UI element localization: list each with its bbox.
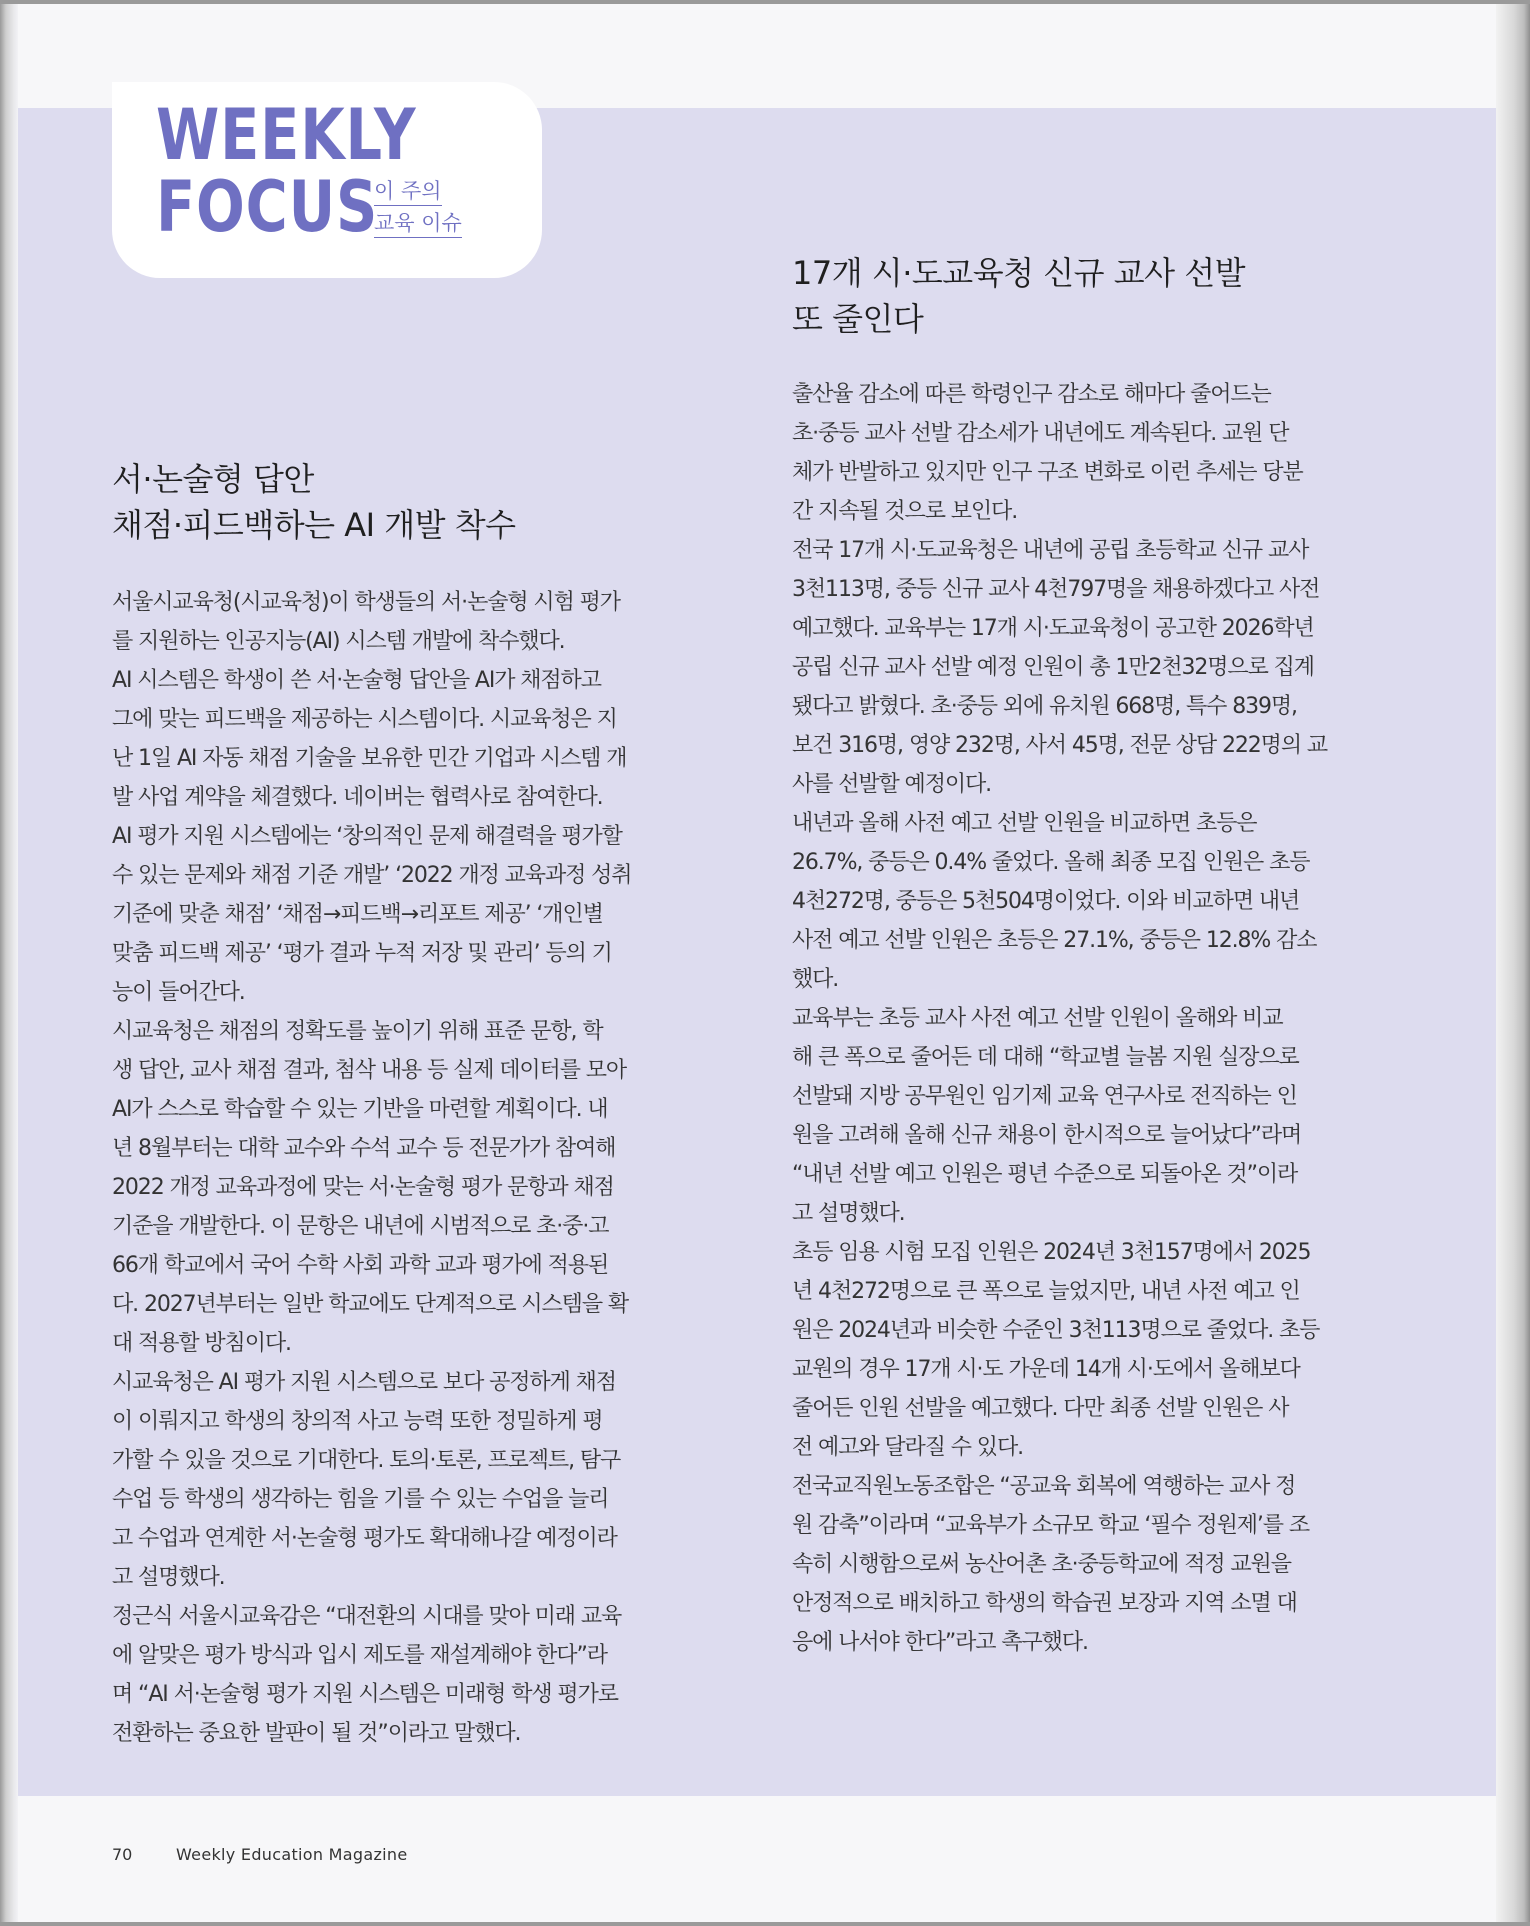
paragraph-line: 했다. <box>792 967 839 992</box>
paragraph-line: 4천272명, 중등은 5천504명이었다. 이와 비교하면 내년 <box>792 889 1300 914</box>
paragraph-line: 선발돼 지방 공무원인 임기제 교육 연구사로 전직하는 인 <box>792 1084 1297 1109</box>
paragraph-line: 를 지원하는 인공지능(AI) 시스템 개발에 착수했다. <box>112 629 565 654</box>
paragraph-line: 사를 선발할 예정이다. <box>792 772 992 797</box>
paragraph-line: 26.7%, 중등은 0.4% 줄었다. 올해 최종 모집 인원은 초등 <box>792 850 1310 875</box>
page-number: 70 <box>112 1845 133 1864</box>
paragraph-line: 됐다고 밝혔다. 초·중등 외에 유치원 668명, 특수 839명, <box>792 694 1297 719</box>
paragraph-line: 66개 학교에서 국어 수학 사회 과학 교과 평가에 적용된 <box>112 1253 609 1278</box>
paragraph-line: 원을 고려해 올해 신규 채용이 한시적으로 늘어났다”라며 <box>792 1123 1302 1148</box>
right-article-headline <box>792 250 1392 342</box>
paragraph-line: 교원의 경우 17개 시·도 가운데 14개 시·도에서 올해보다 <box>792 1357 1300 1382</box>
article-paragraph <box>112 661 688 817</box>
headline-line: 서·논술형 답안 <box>112 460 314 498</box>
binding-shadow <box>0 0 18 1926</box>
paragraph-line: 예고했다. 교육부는 17개 시·도교육청이 공고한 2026학년 <box>792 616 1314 641</box>
paragraph-line: 체가 반발하고 있지만 인구 구조 변화로 이런 추세는 당분 <box>792 460 1303 485</box>
paragraph-line: 교육부는 초등 교사 사전 예고 선발 인원이 올해와 비교 <box>792 1006 1283 1031</box>
paragraph-line: 출산율 감소에 따른 학령인구 감소로 해마다 줄어드는 <box>792 382 1271 407</box>
paragraph-line: “내년 선발 예고 인원은 평년 수준으로 되돌아온 것”이라 <box>792 1162 1298 1187</box>
article-paragraph <box>792 999 1368 1233</box>
headline-line: 17개 시·도교육청 신규 교사 선발 <box>792 254 1246 292</box>
paragraph-line: 시교육청은 AI 평가 지원 시스템으로 보다 공정하게 채점 <box>112 1370 616 1395</box>
paragraph-line: 보건 316명, 영양 232명, 사서 45명, 전문 상담 222명의 교 <box>792 733 1328 758</box>
paragraph-line: 다. 2027년부터는 일반 학교에도 단계적으로 시스템을 확 <box>112 1292 629 1317</box>
paragraph-line: 고 수업과 연계한 서·논술형 평가도 확대해나갈 예정이라 <box>112 1526 617 1551</box>
article-paragraph <box>792 1467 1368 1662</box>
paragraph-line: 이 이뤄지고 학생의 창의적 사고 능력 또한 정밀하게 평 <box>112 1409 603 1434</box>
paragraph-line: 고 설명했다. <box>792 1201 905 1226</box>
paragraph-line: 서울시교육청(시교육청)이 학생들의 서·논술형 시험 평가 <box>112 590 620 615</box>
article-paragraph <box>112 1363 688 1597</box>
article-paragraph <box>112 1597 688 1753</box>
paragraph-line: 대 적용할 방침이다. <box>112 1331 291 1356</box>
paragraph-line: AI 평가 지원 시스템에는 ‘창의적인 문제 해결력을 평가할 <box>112 824 622 849</box>
paragraph-line: 간 지속될 것으로 보인다. <box>792 499 1018 524</box>
paragraph-line: 수업 등 학생의 생각하는 힘을 기를 수 있는 수업을 늘리 <box>112 1487 609 1512</box>
magazine-name: Weekly Education Magazine <box>176 1845 408 1864</box>
brand-weekly: WEEKLY <box>156 94 417 176</box>
paragraph-line: 응에 나서야 한다”라고 촉구했다. <box>792 1630 1088 1655</box>
paragraph-line: 전국교직원노동조합은 “공교육 회복에 역행하는 교사 정 <box>792 1474 1296 1499</box>
paragraph-line: AI가 스스로 학습할 수 있는 기반을 마련할 계획이다. 내 <box>112 1097 608 1122</box>
paragraph-line: 능이 들어간다. <box>112 980 245 1005</box>
paragraph-line: 2022 개정 교육과정에 맞는 서·논술형 평가 문항과 채점 <box>112 1175 614 1200</box>
paragraph-line: 며 “AI 서·논술형 평가 지원 시스템은 미래형 학생 평가로 <box>112 1682 618 1707</box>
paragraph-line: 에 알맞은 평가 방식과 입시 제도를 재설계해야 한다”라 <box>112 1643 607 1668</box>
paragraph-line: 맞춤 피드백 제공’ ‘평가 결과 누적 저장 및 관리’ 등의 기 <box>112 941 612 966</box>
paragraph-line: 안정적으로 배치하고 학생의 학습권 보장과 지역 소멸 대 <box>792 1591 1297 1616</box>
paragraph-line: 시교육청은 채점의 정확도를 높이기 위해 표준 문항, 학 <box>112 1019 603 1044</box>
paragraph-line: 그에 맞는 피드백을 제공하는 시스템이다. 시교육청은 지 <box>112 707 617 732</box>
paragraph-line: 3천113명, 중등 신규 교사 4천797명을 채용하겠다고 사전 <box>792 577 1320 602</box>
article-paragraph <box>792 804 1368 999</box>
headline-line: 채점·피드백하는 AI 개발 착수 <box>112 506 516 544</box>
paragraph-line: 전환하는 중요한 발판이 될 것”이라고 말했다. <box>112 1721 521 1746</box>
page-top-border <box>0 0 1530 4</box>
paragraph-line: 기준에 맞춘 채점’ ‘채점→피드백→리포트 제공’ ‘개인별 <box>112 902 603 927</box>
paragraph-line: 초등 임용 시험 모집 인원은 2024년 3천157명에서 2025 <box>792 1240 1311 1265</box>
paragraph-line: 가할 수 있을 것으로 기대한다. 토의·토론, 프로젝트, 탐구 <box>112 1448 621 1473</box>
headline-line: 또 줄인다 <box>792 300 924 338</box>
paragraph-line: 기준을 개발한다. 이 문항은 내년에 시범적으로 초·중·고 <box>112 1214 609 1239</box>
paragraph-line: 원 감축”이라며 “교육부가 소규모 학교 ‘필수 정원제’를 조 <box>792 1513 1309 1538</box>
brand-focus: FOCUS <box>156 166 379 248</box>
paragraph-line: 속히 시행함으로써 농산어촌 초·중등학교에 적정 교원을 <box>792 1552 1291 1577</box>
paragraph-line: 년 8월부터는 대학 교수와 수석 교수 등 전문가가 참여해 <box>112 1136 616 1161</box>
article-paragraph <box>792 1233 1368 1467</box>
paragraph-line: 초·중등 교사 선발 감소세가 내년에도 계속된다. 교원 단 <box>792 421 1289 446</box>
left-article-headline <box>112 456 712 548</box>
right-article-body <box>792 375 1368 1662</box>
left-article-body <box>112 583 688 1753</box>
paragraph-line: 난 1일 AI 자동 채점 기술을 보유한 민간 기업과 시스템 개 <box>112 746 627 771</box>
section-subtitle-line1: 이 주의 <box>374 178 442 206</box>
section-subtitle-line2: 교육 이슈 <box>374 210 462 238</box>
page-bottom-border <box>0 1922 1530 1926</box>
article-paragraph <box>112 1012 688 1363</box>
paragraph-line: 전 예고와 달라질 수 있다. <box>792 1435 1023 1460</box>
paragraph-line: 년 4천272명으로 큰 폭으로 늘었지만, 내년 사전 예고 인 <box>792 1279 1300 1304</box>
paragraph-line: 생 답안, 교사 채점 결과, 첨삭 내용 등 실제 데이터를 모아 <box>112 1058 627 1083</box>
paragraph-line: 발 사업 계약을 체결했다. 네이버는 협력사로 참여한다. <box>112 785 603 810</box>
paragraph-line: 전국 17개 시·도교육청은 내년에 공립 초등학교 신규 교사 <box>792 538 1309 563</box>
paragraph-line: AI 시스템은 학생이 쓴 서·논술형 답안을 AI가 채점하고 <box>112 668 601 693</box>
article-paragraph <box>792 531 1368 804</box>
paragraph-line: 해 큰 폭으로 줄어든 데 대해 “학교별 늘봄 지원 실장으로 <box>792 1045 1299 1070</box>
page-edge-shadow <box>1496 0 1530 1926</box>
paragraph-line: 줄어든 인원 선발을 예고했다. 다만 최종 선발 인원은 사 <box>792 1396 1289 1421</box>
paragraph-line: 내년과 올해 사전 예고 선발 인원을 비교하면 초등은 <box>792 811 1257 836</box>
article-paragraph <box>792 375 1368 531</box>
paragraph-line: 원은 2024년과 비슷한 수준인 3천113명으로 줄었다. 초등 <box>792 1318 1320 1343</box>
article-paragraph <box>112 583 688 661</box>
paragraph-line: 고 설명했다. <box>112 1565 225 1590</box>
paragraph-line: 사전 예고 선발 인원은 초등은 27.1%, 중등은 12.8% 감소 <box>792 928 1317 953</box>
paragraph-line: 정근식 서울시교육감은 “대전환의 시대를 맞아 미래 교육 <box>112 1604 622 1629</box>
paragraph-line: 공립 신규 교사 선발 예정 인원이 총 1만2천32명으로 집계 <box>792 655 1314 680</box>
paragraph-line: 수 있는 문제와 채점 기준 개발’ ‘2022 개정 교육과정 성취 <box>112 863 632 888</box>
article-paragraph <box>112 817 688 1012</box>
